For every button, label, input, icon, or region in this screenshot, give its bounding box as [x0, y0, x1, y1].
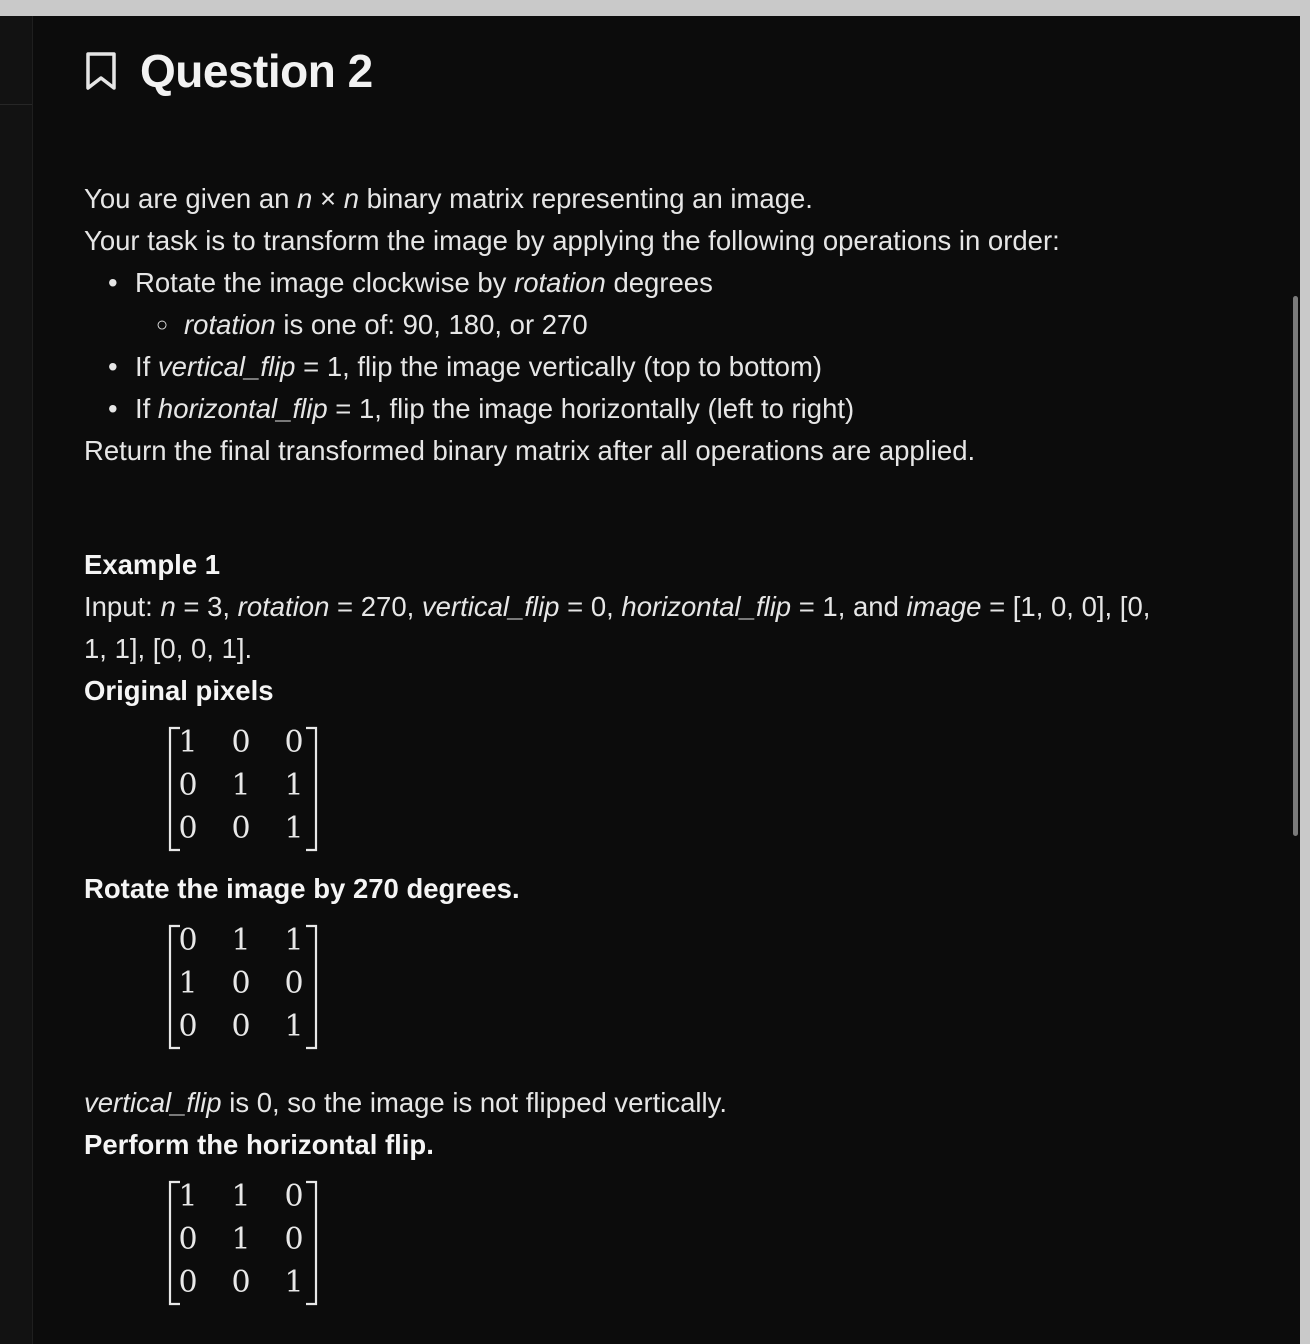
rotate-step-label: Rotate the image by 270 degrees. [84, 873, 520, 904]
matrix-cell: 1 [284, 811, 304, 846]
scrollbar-thumb[interactable] [1293, 296, 1298, 836]
bullet-dot: • [108, 351, 118, 382]
bullet-rotate [84, 262, 1274, 304]
text: You are given an [84, 183, 298, 214]
bookmark-icon[interactable] [84, 51, 118, 91]
page-title: Question 2 [140, 45, 373, 97]
left-gutter [0, 16, 33, 1344]
text: degrees [605, 267, 713, 298]
matrix-rotated-svg [166, 922, 346, 1052]
question-header [84, 44, 373, 98]
matrix-cell: 1 [178, 1179, 198, 1214]
matrix-cell: 1 [231, 923, 251, 958]
text: = 1, flip the image vertically (top to bottom) [295, 351, 823, 382]
matrix-cell: 1 [284, 1009, 304, 1044]
var-vertical-flip: vertical_flip [84, 1087, 222, 1118]
text: = 1, flip the image horizontally (left to right) [327, 393, 855, 424]
var-rotation: rotation [514, 267, 606, 298]
bullet-dot: • [108, 267, 118, 298]
matrix-cell: 1 [284, 1265, 304, 1300]
text: is 0, so the image is not flipped vertically. [221, 1087, 727, 1118]
matrix-cell: 1 [231, 1222, 251, 1257]
matrix-cell: 1 [231, 768, 251, 803]
var-image: image [906, 591, 982, 622]
matrix-cell: 0 [284, 966, 304, 1001]
matrix-original-svg [166, 724, 346, 854]
example-heading: Example 1 [84, 549, 221, 580]
matrix-cell: 0 [178, 1265, 198, 1300]
matrix-cell: 1 [284, 923, 304, 958]
var-n: n [297, 183, 313, 214]
matrix-flipped-svg [166, 1178, 346, 1308]
matrix-cell: 0 [284, 1222, 304, 1257]
text: Input: [84, 591, 161, 622]
example-input-line-1 [84, 586, 1274, 628]
text: = 3, [175, 591, 238, 622]
matrix-original [166, 724, 1274, 854]
text: = 0, [559, 591, 622, 622]
question-panel [0, 16, 1300, 1344]
question-body [84, 178, 1274, 1322]
matrix-cell: 0 [178, 811, 198, 846]
var-vertical-flip: vertical_flip [157, 351, 296, 382]
text: = 1, and [791, 591, 907, 622]
matrix-cell: 1 [178, 966, 198, 1001]
text: If [135, 351, 158, 382]
var-horizontal-flip: horizontal_flip [621, 591, 792, 622]
example-input-line-2: 1, 1], [0, 0, 1]. [84, 633, 253, 664]
text: × [312, 183, 344, 214]
intro-line-1 [84, 178, 1274, 220]
matrix-flipped [166, 1178, 1274, 1308]
text: binary matrix representing an image. [358, 183, 813, 214]
sub-bullet-rotation-values [84, 304, 1274, 346]
matrix-cell: 0 [231, 725, 251, 760]
text: If [135, 393, 158, 424]
vertical-flip-note [84, 1082, 1274, 1124]
bullet-vertical-flip [84, 346, 1274, 388]
var-n: n [343, 183, 359, 214]
matrix-cell: 1 [178, 725, 198, 760]
text: is one of: 90, 180, or 270 [275, 309, 588, 340]
matrix-cell: 0 [284, 725, 304, 760]
original-pixels-label: Original pixels [84, 675, 274, 706]
text: = [1, 0, 0], [0, [981, 591, 1151, 622]
right-bracket [306, 728, 316, 850]
matrix-cell: 0 [178, 923, 198, 958]
hollow-bullet-dot: ○ [156, 314, 169, 336]
matrix-cell: 0 [231, 811, 251, 846]
right-bracket [306, 926, 316, 1048]
matrix-cell: 1 [231, 1179, 251, 1214]
var-vertical-flip: vertical_flip [421, 591, 560, 622]
gutter-header [0, 16, 32, 105]
var-rotation: rotation [237, 591, 330, 622]
text: Rotate the image clockwise by [135, 267, 515, 298]
intro-closing: Return the final transformed binary matrix after all operations are applied. [84, 435, 976, 466]
intro-line-2: Your task is to transform the image by applying the following operations in order: [84, 225, 1060, 256]
bullet-horizontal-flip [84, 388, 1274, 430]
text: = 270, [329, 591, 422, 622]
matrix-cell: 0 [178, 1009, 198, 1044]
matrix-cell: 0 [231, 966, 251, 1001]
matrix-cell: 0 [284, 1179, 304, 1214]
var-rotation: rotation [184, 309, 276, 340]
var-n: n [160, 591, 176, 622]
horizontal-flip-label: Perform the horizontal flip. [84, 1129, 434, 1160]
vertical-scrollbar[interactable] [1290, 16, 1300, 1344]
matrix-rotated [166, 922, 1274, 1052]
bullet-dot: • [108, 393, 118, 424]
var-horizontal-flip: horizontal_flip [157, 393, 328, 424]
matrix-cell: 1 [284, 768, 304, 803]
matrix-cell: 0 [231, 1265, 251, 1300]
matrix-cell: 0 [231, 1009, 251, 1044]
matrix-cell: 0 [178, 1222, 198, 1257]
right-bracket [306, 1182, 316, 1304]
matrix-cell: 0 [178, 768, 198, 803]
